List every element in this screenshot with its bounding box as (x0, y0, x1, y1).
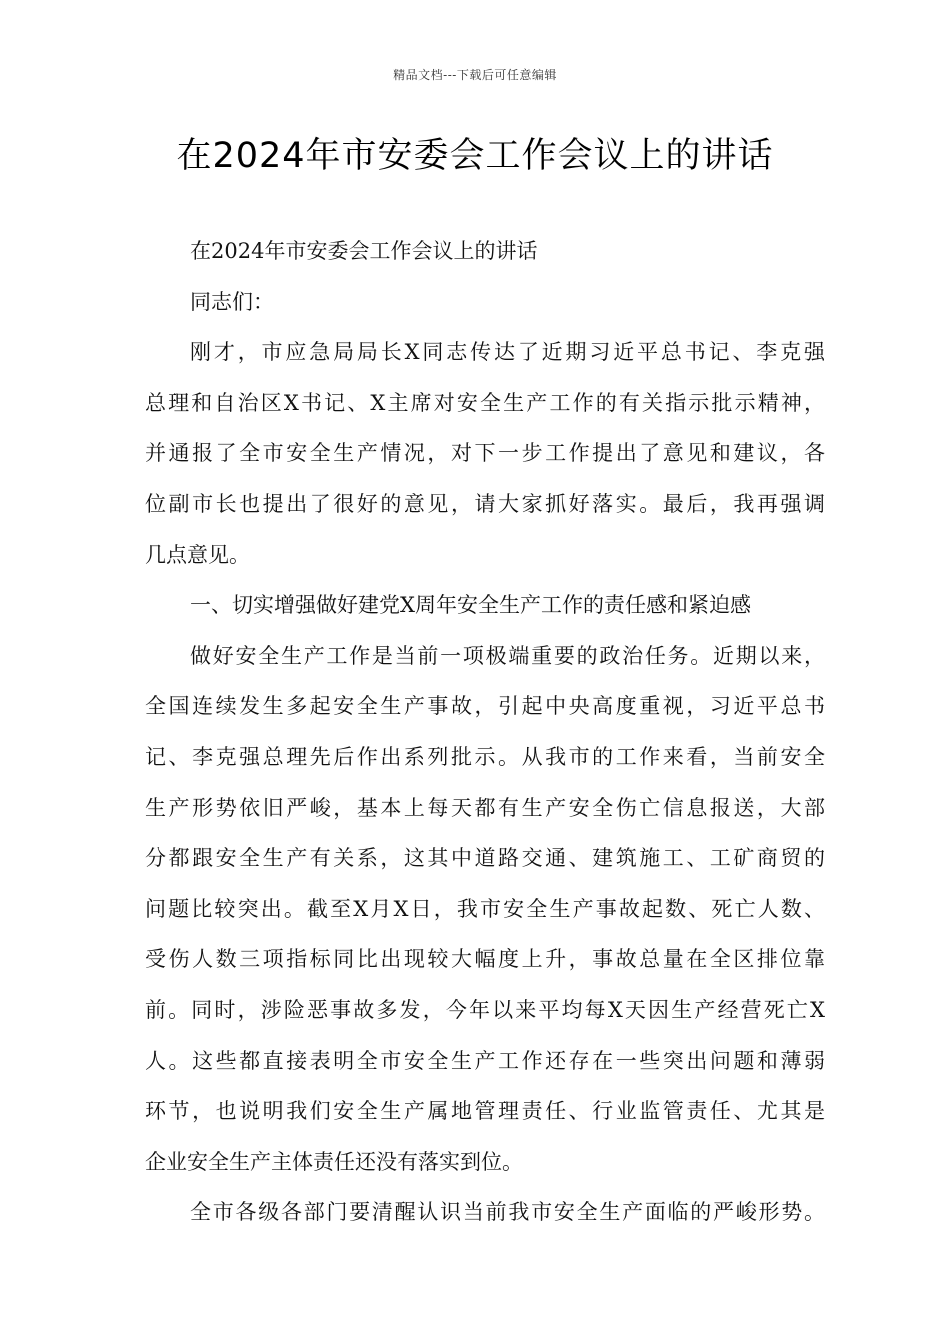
body-line: 问题比较突出。截至X月X日，我市安全生产事故起数、死亡人数、 (145, 896, 825, 921)
body-line: 同志们： (190, 289, 274, 314)
body-line: 在2024年市安委会工作会议上的讲话 (190, 239, 538, 263)
body-line: 几点意见。 (145, 542, 250, 567)
body-line: 受伤人数三项指标同比出现较大幅度上升，事故总量在全区排位靠 (145, 947, 825, 972)
body-line: 企业安全生产主体责任还没有落实到位。 (145, 1149, 523, 1174)
document-body (145, 226, 825, 1238)
body-line: 并通报了全市安全生产情况，对下一步工作提出了意见和建议，各 (145, 441, 825, 466)
body-line: 分都跟安全生产有关系，这其中道路交通、建筑施工、工矿商贸的 (145, 846, 825, 871)
body-line: 做好安全生产工作是当前一项极端重要的政治任务。近期以来， (190, 643, 825, 668)
header-note: 精品文档---下载后可任意编辑 (393, 68, 557, 82)
body-line: 环节，也说明我们安全生产属地管理责任、行业监管责任、尤其是 (145, 1099, 825, 1124)
body-line: 总理和自治区X书记、X主席对安全生产工作的有关指示批示精神， (145, 390, 825, 415)
body-line: 记、李克强总理先后作出系列批示。从我市的工作来看，当前安全 (145, 744, 825, 769)
body-line: 生产形势依旧严峻，基本上每天都有生产安全伤亡信息报送，大部 (145, 795, 825, 820)
body-line: 一、切实增强做好建党X周年安全生产工作的责任感和紧迫感 (190, 593, 751, 618)
document-title: 在2024年市安委会工作会议上的讲话 (176, 136, 774, 176)
body-line: 位副市长也提出了很好的意见，请大家抓好落实。最后，我再强调 (145, 491, 825, 516)
body-line: 刚才，市应急局局长X同志传达了近期习近平总书记、李克强 (190, 340, 825, 365)
body-line: 前。同时，涉险恶事故多发，今年以来平均每X天因生产经营死亡X (145, 997, 825, 1022)
body-line: 全国连续发生多起安全生产事故，引起中央高度重视，习近平总书 (145, 694, 825, 719)
body-line: 全市各级各部门要清醒认识当前我市安全生产面临的严峻形势。 (190, 1200, 825, 1225)
body-line: 人。这些都直接表明全市安全生产工作还存在一些突出问题和薄弱 (145, 1048, 825, 1073)
